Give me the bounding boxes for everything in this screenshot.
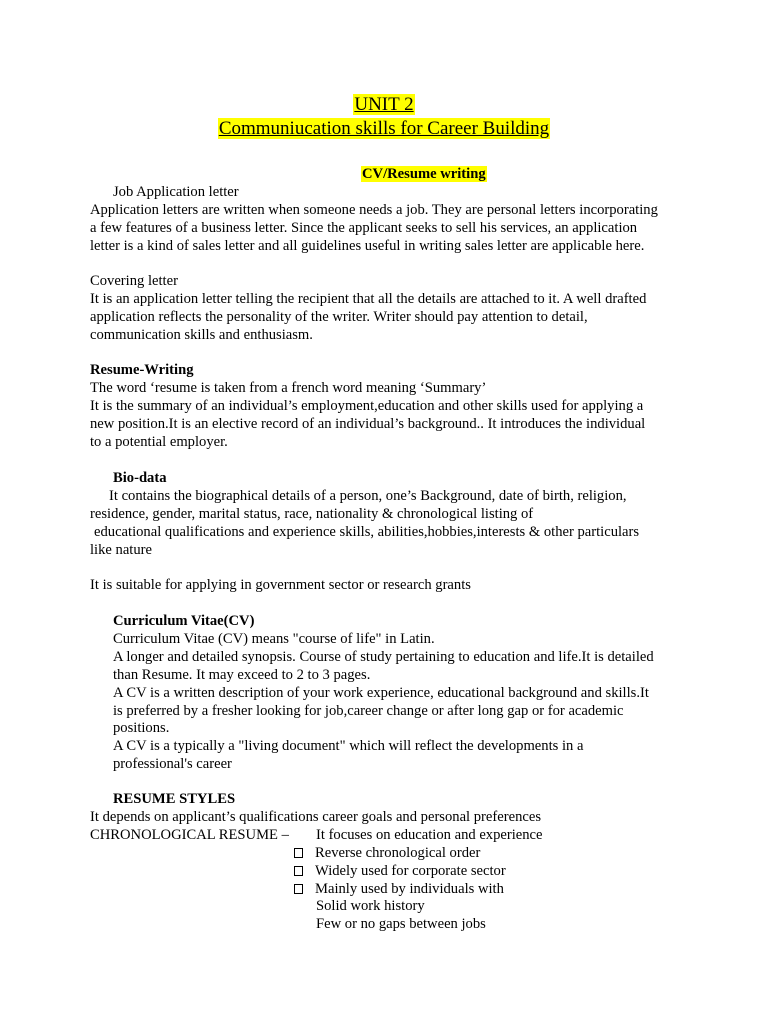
chronological-resume-desc: It focuses on education and experience (316, 827, 543, 843)
checkbox-bullet-icon (294, 884, 303, 894)
list-item: Mainly used by individuals with (294, 880, 504, 898)
document-subtitle: Communiucation skills for Career Building (218, 118, 550, 139)
list-item: Widely used for corporate sector (294, 862, 506, 880)
cv-line: A CV is a written description of your work experience, educational background and skills.It (113, 685, 649, 701)
resume-writing-line: The word ‘resume is taken from a french word meaning ‘Summary’ (90, 380, 487, 396)
job-application-heading: Job Application letter (113, 184, 239, 200)
list-item: Reverse chronological order (294, 844, 480, 862)
checkbox-bullet-icon (294, 866, 303, 876)
covering-letter-line: It is an application letter telling the recipient that all the details are attached to it. A well drafted (90, 291, 647, 307)
bio-data-line: residence, gender, marital status, race, nationality & chronological listing of (90, 506, 534, 522)
unit-title: UNIT 2 (354, 94, 414, 115)
resume-styles-intro: It depends on applicant’s qualifications career goals and personal preferences (90, 809, 542, 825)
cv-line: than Resume. It may exceed to 2 to 3 pages. (113, 667, 371, 683)
resume-writing-line: new position.It is an elective record of an individual’s background.. It introduces the individual (90, 416, 646, 432)
covering-letter-heading: Covering letter (90, 273, 178, 289)
cv-line: is preferred by a fresher looking for job,career change or after long gap or for academic (113, 703, 624, 719)
cv-line: professional's career (113, 756, 232, 772)
covering-letter-line: application reflects the personality of the writer. Writer should pay attention to detail, (90, 309, 588, 325)
job-application-line: letter is a kind of sales letter and all guidelines useful in writing sales letter are applicable here. (90, 238, 645, 254)
list-item-continuation: Few or no gaps between jobs (316, 916, 486, 932)
job-application-line: Application letters are written when someone needs a job. They are personal letters incorporating (90, 202, 658, 218)
resume-writing-heading: Resume-Writing (90, 362, 194, 378)
list-item-continuation: Solid work history (316, 898, 425, 914)
resume-writing-line: It is the summary of an individual’s employment,education and other skills used for applying a (90, 398, 644, 414)
chronological-resume-label: CHRONOLOGICAL RESUME – (90, 827, 289, 843)
bio-data-heading: Bio-data (113, 470, 167, 486)
cv-resume-heading: CV/Resume writing (362, 166, 486, 182)
resume-writing-line: to a potential employer. (90, 434, 228, 450)
bio-data-suitable: It is suitable for applying in government sector or research grants (90, 577, 471, 593)
cv-line: A CV is a typically a "living document" which will reflect the developments in a (113, 738, 584, 754)
covering-letter-line: communication skills and enthusiasm. (90, 327, 313, 343)
cv-heading: Curriculum Vitae(CV) (113, 613, 255, 629)
checkbox-bullet-icon (294, 848, 303, 858)
cv-line: Curriculum Vitae (CV) means "course of life" in Latin. (113, 631, 435, 647)
resume-styles-heading: RESUME STYLES (113, 791, 236, 807)
cv-line: positions. (113, 720, 170, 736)
cv-line: A longer and detailed synopsis. Course of study pertaining to education and life.It is detailed (113, 649, 654, 665)
bio-data-line: educational qualifications and experience skills, abilities,hobbies,interests & other particulars (94, 524, 640, 540)
bio-data-line: It contains the biographical details of a person, one’s Background, date of birth, religion, (109, 488, 627, 504)
job-application-line: a few features of a business letter. Since the applicant seeks to sell his services, an application (90, 220, 638, 236)
bio-data-line: like nature (90, 542, 152, 558)
